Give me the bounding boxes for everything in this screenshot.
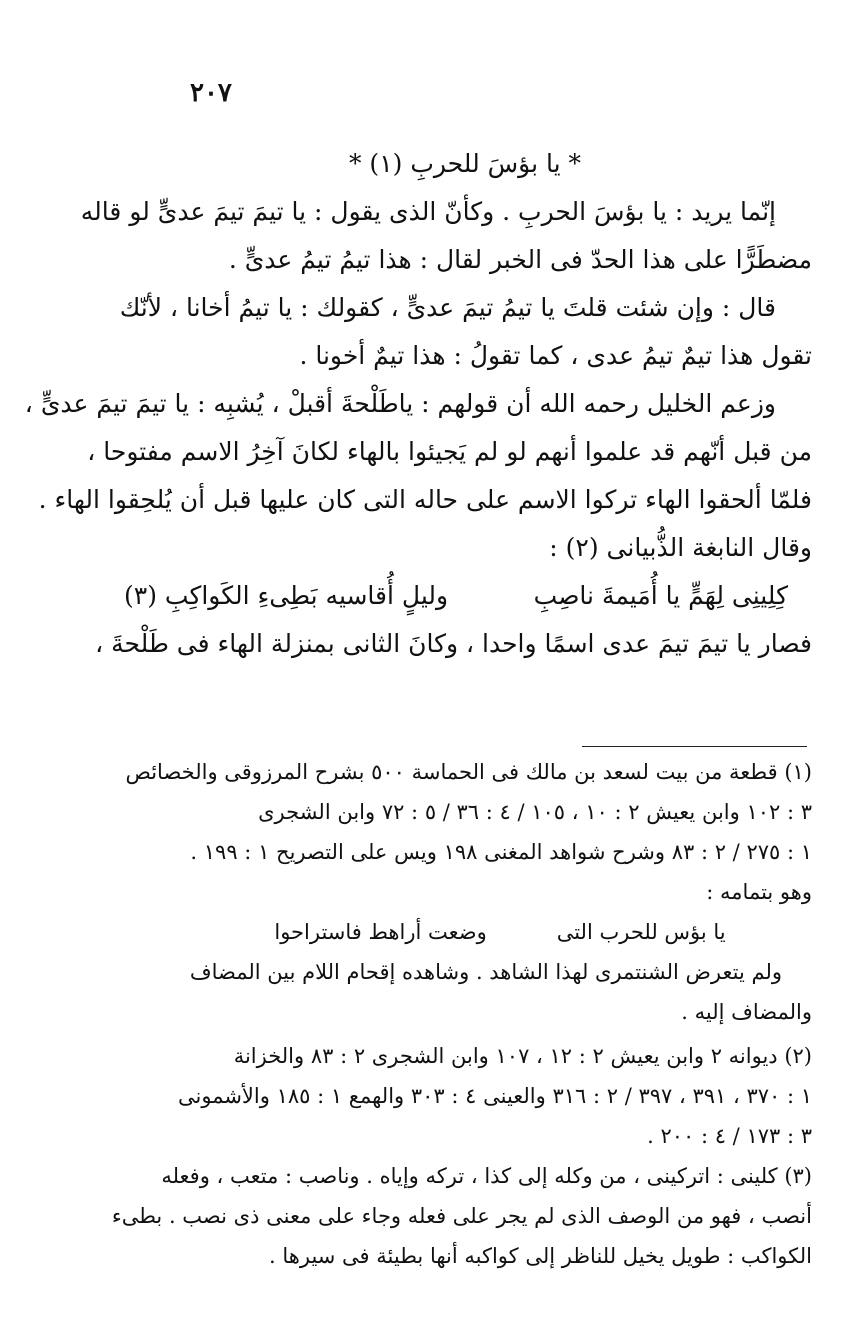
footnote-line: والمضاف إليه . [681,1000,812,1024]
verse-first-hemistich: يا بؤس للحرب التى [556,920,726,944]
footnote-line: ٣ : ١٠٢ وابن يعيش ٢ : ١٠ ، ١٠٥ / ٤ : ٣٦ / ٥ : ٧٢ وابن الشجرى [258,800,812,824]
footnote-line: أنصب ، فهو من الوصف الذى لم يجر على فعله وجاء على معنى ذى نصب . بطىء [111,1204,812,1228]
text-line: وزعم الخليل رحمه الله أن قولهم : ياطَلْحةَ أقبلْ ، يُشبِه : يا تيمَ تيمَ عدىٍّ ، [24,389,776,418]
footnote-line: (١) قطعة من بيت لسعد بن مالك فى الحماسة ٥٠٠ بشرح المرزوقى والخصائص [125,760,812,784]
verse-second-hemistich: وضعت أراهط فاستراحوا [274,920,487,944]
footnote-verse [148,912,812,952]
footnote-line: وهو بتمامه : [706,880,812,904]
footnotes [111,752,812,1276]
footnote-line: ١ : ٢٧٥ / ٢ : ٨٣ وشرح شواهد المغنى ١٩٨ ويس على التصريح ١ : ١٩٩ . [190,840,812,864]
footnote-separator [582,746,807,747]
main-text [24,140,812,668]
poetry-verse [118,572,812,620]
text-line: تقول هذا تيمٌ تيمُ عدى ، كما تقولُ : هذا تيمٌ أخونا . [299,341,812,370]
paragraph-2 [118,284,812,380]
footnote-line: (٢) ديوانه ٢ وابن يعيش ٢ : ١٢ ، ١٠٧ وابن الشجرى ٢ : ٨٣ والخزانة [233,1044,812,1068]
quote-intro: وقال النابغة الذُّبيانى (٢) : [549,533,812,562]
text-line: فصار يا تيمَ تيمَ عدى اسمًا واحدا ، وكانَ الثانى بمنزلة الهاء فى طَلْحةَ ، [95,629,812,658]
page-number: ٢٠٧ [190,78,232,108]
text-line: قال : وإن شئت قلتَ يا تيمُ تيمَ عدىٍّ ، كقولك : يا تيمُ أخانا ، لأنّك [119,293,776,322]
footnote-line: ولم يتعرض الشنتمرى لهذا الشاهد . وشاهده إقحام اللام بين المضاف [189,960,782,984]
verse-first-hemistich: كِلِينِى لِهَمٍّ يا أُمَيمةَ ناصِبِ [533,581,788,610]
paragraph-1 [80,188,812,284]
footnote-line: الكواكب : طويل يخيل للناظر إلى كواكبه أنها بطيئة فى سيرها . [269,1244,812,1268]
footnote-line: (٣) كلينى : اتركينى ، من وكله إلى كذا ، تركه وإياه . وناصب : متعب ، وفعله [161,1164,812,1188]
paragraph-3 [24,380,812,524]
section-heading: * يا بؤسَ للحربِ (١) * [348,149,581,178]
footnote-3 [111,1156,812,1276]
text-line: فلمّا ألحقوا الهاء تركوا الاسم على حاله التى كان عليها قبل أن يُلحِقوا الهاء . [38,485,812,514]
verse-second-hemistich: وليلٍ أُقاسيه بَطِىءِ الكَواكِبِ (٣) [124,581,449,610]
footnote-line: ١ : ٣٧٠ ، ٣٩١ ، ٣٩٧ / ٢ : ٣١٦ والعينى ٤ : ٣٠٣ والهمع ١ : ١٨٥ والأشمونى [178,1084,812,1108]
footnote-2 [148,1036,812,1156]
footnote-line: ٣ : ١٧٣ / ٤ : ٢٠٠ . [647,1124,812,1148]
text-line: من قبل أنّهم قد علموا أنهم لو لم يَجيئوا بالهاء لكانَ آخِرُ الاسم مفتوحا ، [87,437,812,466]
text-line: مضطَرًّا على هذا الحدّ فى الخبر لقال : هذا تيمُ تيمُ عدىٍّ . [228,245,812,274]
text-line: إنّما يريد : يا بؤسَ الحربِ . وكأنّ الذى يقول : يا تيمَ تيمَ عدىٍّ لو قاله [80,197,776,226]
footnote-1 [125,752,812,1032]
